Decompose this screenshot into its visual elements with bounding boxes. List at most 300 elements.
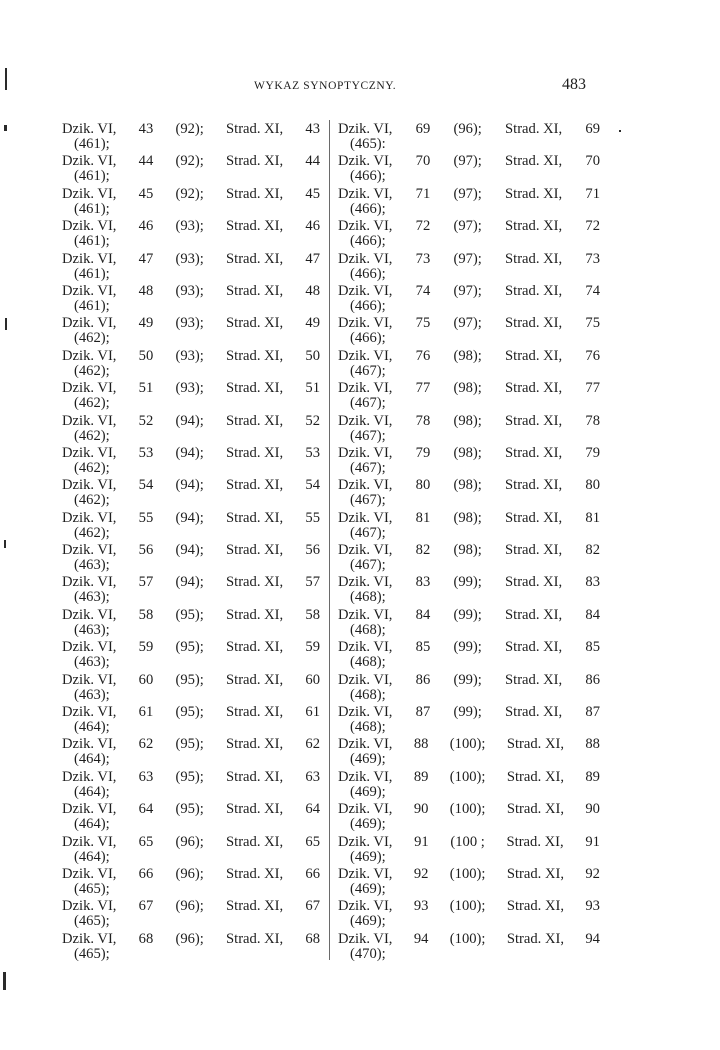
entry-reference: Dzik. VI, bbox=[338, 347, 393, 364]
entry-reference: Dzik. VI, bbox=[338, 153, 393, 170]
list-item bbox=[338, 770, 600, 802]
entry-sub-reference: (469); bbox=[350, 913, 386, 930]
entry-sub-reference: (463); bbox=[74, 589, 110, 606]
list-item bbox=[62, 511, 320, 543]
entry-page: (100); bbox=[449, 865, 486, 882]
entry-strad-number: 94 bbox=[585, 930, 600, 947]
entry-sub-reference: (466); bbox=[350, 265, 386, 282]
entry-reference: Dzik. VI, bbox=[338, 898, 393, 915]
entry-page: (100); bbox=[449, 768, 486, 785]
entry-strad-number: 49 bbox=[305, 315, 320, 332]
entry-strad-number: 62 bbox=[305, 736, 320, 753]
entry-page: (94); bbox=[175, 509, 204, 526]
entry-page: (98); bbox=[453, 542, 482, 559]
entry-number: 58 bbox=[138, 606, 154, 623]
entry-sub-reference: (464); bbox=[74, 816, 110, 833]
entry-reference: Dzik. VI, bbox=[338, 865, 393, 882]
entry-page: (97); bbox=[453, 185, 482, 202]
entry-strad-reference: Strad. XI, bbox=[505, 153, 563, 170]
entry-strad-number: 66 bbox=[305, 865, 320, 882]
entry-page: (97); bbox=[453, 250, 482, 267]
entry-page: (92); bbox=[175, 121, 204, 137]
entry-strad-reference: Strad. XI, bbox=[226, 444, 284, 461]
entry-strad-number: 64 bbox=[305, 801, 320, 818]
entry-strad-number: 70 bbox=[585, 153, 600, 170]
entry-strad-reference: Strad. XI, bbox=[505, 250, 563, 267]
entry-strad-reference: Strad. XI, bbox=[226, 185, 284, 202]
entry-number: 59 bbox=[138, 639, 154, 656]
entry-strad-reference: Strad. XI, bbox=[226, 412, 284, 429]
entry-number: 94 bbox=[413, 930, 429, 947]
list-item bbox=[62, 187, 320, 219]
entry-sub-reference: (463); bbox=[74, 654, 110, 671]
entry-strad-number: 46 bbox=[305, 218, 320, 235]
entry-reference: Dzik. VI, bbox=[62, 347, 117, 364]
entry-strad-reference: Strad. XI, bbox=[505, 185, 563, 202]
entry-number: 63 bbox=[138, 768, 154, 785]
entry-reference: Dzik. VI, bbox=[338, 444, 393, 461]
list-item bbox=[338, 349, 600, 381]
entry-sub-reference: (463); bbox=[74, 686, 110, 703]
entry-reference: Dzik. VI, bbox=[338, 315, 393, 332]
entry-reference: Dzik. VI, bbox=[338, 121, 393, 137]
entry-strad-number: 82 bbox=[585, 542, 600, 559]
entry-reference: Dzik. VI, bbox=[338, 380, 393, 397]
entry-reference: Dzik. VI, bbox=[62, 736, 117, 753]
list-item bbox=[62, 446, 320, 478]
entry-strad-reference: Strad. XI, bbox=[506, 930, 564, 947]
entry-strad-reference: Strad. XI, bbox=[506, 865, 564, 882]
entry-strad-reference: Strad. XI, bbox=[505, 542, 563, 559]
entry-number: 84 bbox=[415, 606, 431, 623]
list-item bbox=[338, 414, 600, 446]
entry-sub-reference: (468); bbox=[350, 686, 386, 703]
entry-sub-reference: (466); bbox=[350, 330, 386, 347]
entry-strad-number: 50 bbox=[305, 347, 320, 364]
entry-page: (100); bbox=[449, 898, 486, 915]
entry-sub-reference: (467); bbox=[350, 492, 386, 509]
list-item bbox=[62, 154, 320, 186]
entry-strad-reference: Strad. XI, bbox=[226, 639, 284, 656]
entry-strad-reference: Strad. XI, bbox=[226, 218, 284, 235]
entry-reference: Dzik. VI, bbox=[62, 898, 117, 915]
entry-strad-number: 92 bbox=[585, 865, 600, 882]
entry-strad-reference: Strad. XI, bbox=[226, 315, 284, 332]
entry-page: (100); bbox=[449, 736, 486, 753]
entry-number: 78 bbox=[415, 412, 431, 429]
entry-strad-number: 51 bbox=[305, 380, 320, 397]
running-title: WYKAZ SYNOPTYCZNY. bbox=[254, 80, 397, 92]
entry-number: 91 bbox=[414, 833, 429, 850]
list-item bbox=[338, 511, 600, 543]
entry-sub-reference: (469); bbox=[350, 751, 386, 768]
list-item bbox=[338, 899, 600, 931]
list-item bbox=[62, 770, 320, 802]
list-item bbox=[62, 899, 320, 931]
list-item bbox=[338, 478, 600, 510]
list-item bbox=[62, 575, 320, 607]
entry-sub-reference: (463); bbox=[74, 557, 110, 574]
entry-strad-reference: Strad. XI, bbox=[226, 121, 284, 137]
entry-strad-reference: Strad. XI, bbox=[505, 671, 563, 688]
entry-number: 50 bbox=[138, 347, 154, 364]
entry-number: 88 bbox=[413, 736, 429, 753]
entry-page: (95); bbox=[175, 801, 204, 818]
entry-page: (92); bbox=[175, 153, 204, 170]
list-item bbox=[338, 543, 600, 575]
right-column bbox=[338, 122, 600, 962]
entry-strad-reference: Strad. XI, bbox=[226, 768, 284, 785]
entry-number: 80 bbox=[415, 477, 431, 494]
entry-strad-number: 61 bbox=[305, 704, 320, 721]
entry-reference: Dzik. VI, bbox=[338, 833, 393, 850]
entry-number: 75 bbox=[415, 315, 431, 332]
entry-reference: Dzik. VI, bbox=[62, 315, 117, 332]
scan-mark bbox=[619, 130, 621, 132]
list-item bbox=[62, 478, 320, 510]
entry-sub-reference: (462); bbox=[74, 524, 110, 541]
scan-mark bbox=[5, 68, 7, 90]
entry-reference: Dzik. VI, bbox=[338, 606, 393, 623]
entry-sub-reference: (462); bbox=[74, 330, 110, 347]
entry-strad-number: 86 bbox=[585, 671, 600, 688]
entry-strad-reference: Strad. XI, bbox=[505, 444, 563, 461]
list-item bbox=[62, 219, 320, 251]
entry-reference: Dzik. VI, bbox=[338, 412, 393, 429]
entry-number: 55 bbox=[138, 509, 154, 526]
list-item bbox=[338, 673, 600, 705]
entry-page: (96); bbox=[175, 930, 204, 947]
list-item bbox=[338, 932, 600, 964]
entry-page: (100 ; bbox=[450, 833, 485, 850]
list-item bbox=[62, 932, 320, 964]
entry-number: 90 bbox=[413, 801, 429, 818]
entry-sub-reference: (464); bbox=[74, 719, 110, 736]
entry-reference: Dzik. VI, bbox=[62, 542, 117, 559]
entry-sub-reference: (468); bbox=[350, 589, 386, 606]
entry-strad-number: 57 bbox=[305, 574, 320, 591]
entry-sub-reference: (466); bbox=[350, 200, 386, 217]
list-item bbox=[338, 640, 600, 672]
entry-strad-reference: Strad. XI, bbox=[506, 736, 564, 753]
entry-number: 74 bbox=[415, 282, 431, 299]
entry-number: 51 bbox=[138, 380, 154, 397]
entry-reference: Dzik. VI, bbox=[62, 930, 117, 947]
entry-reference: Dzik. VI, bbox=[338, 704, 393, 721]
entry-sub-reference: (469); bbox=[350, 783, 386, 800]
entry-page: (99); bbox=[453, 639, 482, 656]
entry-strad-number: 47 bbox=[305, 250, 320, 267]
entry-number: 52 bbox=[138, 412, 154, 429]
list-item bbox=[62, 316, 320, 348]
entry-number: 61 bbox=[138, 704, 154, 721]
entry-strad-number: 79 bbox=[585, 444, 600, 461]
entry-strad-reference: Strad. XI, bbox=[505, 218, 563, 235]
entry-sub-reference: (461); bbox=[74, 136, 110, 152]
entry-reference: Dzik. VI, bbox=[338, 282, 393, 299]
entry-page: (98); bbox=[453, 509, 482, 526]
entry-strad-number: 85 bbox=[585, 639, 600, 656]
entry-sub-reference: (462); bbox=[74, 459, 110, 476]
entry-sub-reference: (461); bbox=[74, 297, 110, 314]
entry-reference: Dzik. VI, bbox=[62, 768, 117, 785]
entry-reference: Dzik. VI, bbox=[62, 185, 117, 202]
entry-page: (95); bbox=[175, 671, 204, 688]
entry-page: (93); bbox=[175, 250, 204, 267]
entry-number: 49 bbox=[138, 315, 154, 332]
entry-page: (94); bbox=[175, 412, 204, 429]
list-item bbox=[338, 737, 600, 769]
entry-page: (97); bbox=[453, 315, 482, 332]
entry-strad-reference: Strad. XI, bbox=[226, 704, 284, 721]
entry-reference: Dzik. VI, bbox=[62, 412, 117, 429]
list-item bbox=[338, 608, 600, 640]
entry-sub-reference: (470); bbox=[350, 945, 386, 962]
list-item bbox=[62, 640, 320, 672]
entry-number: 56 bbox=[138, 542, 154, 559]
entry-reference: Dzik. VI, bbox=[62, 671, 117, 688]
entry-number: 82 bbox=[415, 542, 431, 559]
list-item bbox=[62, 705, 320, 737]
entry-number: 62 bbox=[138, 736, 154, 753]
entry-strad-number: 56 bbox=[305, 542, 320, 559]
entry-sub-reference: (467); bbox=[350, 524, 386, 541]
entry-reference: Dzik. VI, bbox=[338, 509, 393, 526]
entry-reference: Dzik. VI, bbox=[62, 509, 117, 526]
entry-number: 70 bbox=[415, 153, 431, 170]
entry-sub-reference: (464); bbox=[74, 848, 110, 865]
list-item bbox=[338, 575, 600, 607]
entry-reference: Dzik. VI, bbox=[338, 250, 393, 267]
entry-page: (98); bbox=[453, 380, 482, 397]
entry-number: 60 bbox=[138, 671, 154, 688]
entry-strad-reference: Strad. XI, bbox=[226, 801, 284, 818]
entry-strad-reference: Strad. XI, bbox=[226, 380, 284, 397]
entry-reference: Dzik. VI, bbox=[62, 865, 117, 882]
entry-page: (94); bbox=[175, 444, 204, 461]
entry-page: (99); bbox=[453, 606, 482, 623]
entry-strad-reference: Strad. XI, bbox=[505, 477, 563, 494]
entry-sub-reference: (467); bbox=[350, 362, 386, 379]
entry-page: (96); bbox=[175, 865, 204, 882]
entry-page: (97); bbox=[453, 218, 482, 235]
entry-number: 68 bbox=[138, 930, 154, 947]
list-item bbox=[338, 252, 600, 284]
left-column bbox=[62, 122, 320, 962]
entry-strad-number: 44 bbox=[305, 153, 320, 170]
entry-strad-number: 43 bbox=[305, 121, 320, 137]
entry-page: (100); bbox=[449, 801, 486, 818]
entry-number: 83 bbox=[415, 574, 431, 591]
entry-page: (98); bbox=[453, 444, 482, 461]
entry-strad-reference: Strad. XI, bbox=[226, 606, 284, 623]
entry-reference: Dzik. VI, bbox=[338, 639, 393, 656]
entry-sub-reference: (468); bbox=[350, 654, 386, 671]
entry-strad-reference: Strad. XI, bbox=[505, 315, 563, 332]
entry-strad-reference: Strad. XI, bbox=[226, 282, 284, 299]
entry-strad-number: 54 bbox=[305, 477, 320, 494]
entry-number: 53 bbox=[138, 444, 154, 461]
entry-page: (92); bbox=[175, 185, 204, 202]
entry-strad-reference: Strad. XI, bbox=[226, 865, 284, 882]
list-item bbox=[62, 543, 320, 575]
entry-page: (98); bbox=[453, 477, 482, 494]
entry-strad-number: 93 bbox=[585, 898, 600, 915]
entry-strad-number: 63 bbox=[305, 768, 320, 785]
entry-page: (99); bbox=[453, 574, 482, 591]
entry-number: 77 bbox=[415, 380, 431, 397]
entry-sub-reference: (467); bbox=[350, 459, 386, 476]
entry-page: (95); bbox=[175, 768, 204, 785]
list-item bbox=[338, 284, 600, 316]
entry-page: (97); bbox=[453, 153, 482, 170]
entry-page: (93); bbox=[175, 380, 204, 397]
entry-strad-number: 80 bbox=[585, 477, 600, 494]
entry-strad-number: 91 bbox=[585, 833, 600, 850]
entry-number: 85 bbox=[415, 639, 431, 656]
entry-strad-number: 68 bbox=[305, 930, 320, 947]
entry-strad-reference: Strad. XI, bbox=[505, 380, 563, 397]
entry-strad-reference: Strad. XI, bbox=[505, 121, 563, 137]
list-item bbox=[62, 835, 320, 867]
entry-strad-number: 48 bbox=[305, 282, 320, 299]
entry-strad-number: 72 bbox=[585, 218, 600, 235]
entry-number: 81 bbox=[415, 509, 431, 526]
list-item bbox=[62, 608, 320, 640]
list-item bbox=[62, 673, 320, 705]
entry-sub-reference: (461); bbox=[74, 168, 110, 185]
entry-strad-reference: Strad. XI, bbox=[226, 833, 284, 850]
entry-strad-number: 83 bbox=[585, 574, 600, 591]
entry-reference: Dzik. VI, bbox=[338, 218, 393, 235]
entry-strad-reference: Strad. XI, bbox=[226, 574, 284, 591]
entry-strad-number: 74 bbox=[585, 282, 600, 299]
entry-sub-reference: (465); bbox=[74, 880, 110, 897]
entry-strad-reference: Strad. XI, bbox=[505, 509, 563, 526]
entry-number: 47 bbox=[138, 250, 154, 267]
entry-strad-reference: Strad. XI, bbox=[506, 833, 564, 850]
entry-page: (93); bbox=[175, 282, 204, 299]
entry-reference: Dzik. VI, bbox=[338, 736, 393, 753]
scan-mark bbox=[3, 972, 6, 990]
entry-strad-number: 90 bbox=[585, 801, 600, 818]
entry-page: (95); bbox=[175, 736, 204, 753]
entry-strad-number: 77 bbox=[585, 380, 600, 397]
entry-strad-reference: Strad. XI, bbox=[226, 898, 284, 915]
entry-sub-reference: (461); bbox=[74, 233, 110, 250]
entry-sub-reference: (466); bbox=[350, 297, 386, 314]
entry-number: 44 bbox=[138, 153, 154, 170]
page-number: 483 bbox=[562, 76, 586, 93]
entry-number: 73 bbox=[415, 250, 431, 267]
entry-strad-number: 45 bbox=[305, 185, 320, 202]
entry-strad-number: 58 bbox=[305, 606, 320, 623]
entry-reference: Dzik. VI, bbox=[62, 833, 117, 850]
entry-sub-reference: (468); bbox=[350, 719, 386, 736]
entry-page: (94); bbox=[175, 574, 204, 591]
entry-strad-reference: Strad. XI, bbox=[226, 542, 284, 559]
entry-number: 66 bbox=[138, 865, 154, 882]
entry-strad-reference: Strad. XI, bbox=[506, 898, 564, 915]
entry-reference: Dzik. VI, bbox=[338, 542, 393, 559]
entry-strad-number: 78 bbox=[585, 412, 600, 429]
entry-strad-reference: Strad. XI, bbox=[226, 930, 284, 947]
entry-sub-reference: (462); bbox=[74, 362, 110, 379]
entry-strad-reference: Strad. XI, bbox=[505, 606, 563, 623]
entry-reference: Dzik. VI, bbox=[338, 930, 393, 947]
entry-sub-reference: (462); bbox=[74, 492, 110, 509]
entry-strad-reference: Strad. XI, bbox=[226, 153, 284, 170]
entry-number: 92 bbox=[413, 865, 429, 882]
entry-strad-number: 55 bbox=[305, 509, 320, 526]
entry-reference: Dzik. VI, bbox=[338, 768, 393, 785]
entry-reference: Dzik. VI, bbox=[62, 574, 117, 591]
entry-number: 48 bbox=[138, 282, 154, 299]
entry-strad-reference: Strad. XI, bbox=[226, 477, 284, 494]
entry-sub-reference: (465); bbox=[74, 913, 110, 930]
entry-reference: Dzik. VI, bbox=[338, 477, 393, 494]
entry-reference: Dzik. VI, bbox=[338, 801, 393, 818]
entry-number: 46 bbox=[138, 218, 154, 235]
scan-mark bbox=[4, 540, 6, 548]
entry-reference: Dzik. VI, bbox=[62, 477, 117, 494]
entry-sub-reference: (465): bbox=[350, 136, 386, 152]
entry-strad-number: 69 bbox=[585, 121, 600, 137]
entry-page: (96); bbox=[175, 898, 204, 915]
entry-number: 71 bbox=[415, 185, 431, 202]
entry-page: (95); bbox=[175, 639, 204, 656]
entry-strad-reference: Strad. XI, bbox=[226, 509, 284, 526]
entry-page: (93); bbox=[175, 315, 204, 332]
list-item bbox=[338, 154, 600, 186]
entry-sub-reference: (467); bbox=[350, 427, 386, 444]
entry-sub-reference: (466); bbox=[350, 233, 386, 250]
entry-strad-number: 65 bbox=[305, 833, 320, 850]
entry-sub-reference: (463); bbox=[74, 621, 110, 638]
entry-number: 57 bbox=[138, 574, 154, 591]
entry-strad-number: 87 bbox=[585, 704, 600, 721]
entry-sub-reference: (461); bbox=[74, 265, 110, 282]
entry-strad-number: 60 bbox=[305, 671, 320, 688]
entry-sub-reference: (464); bbox=[74, 783, 110, 800]
entry-strad-reference: Strad. XI, bbox=[505, 574, 563, 591]
entry-strad-reference: Strad. XI, bbox=[505, 639, 563, 656]
entry-reference: Dzik. VI, bbox=[338, 185, 393, 202]
scan-mark bbox=[4, 125, 7, 131]
entry-strad-number: 76 bbox=[585, 347, 600, 364]
entry-number: 89 bbox=[413, 768, 429, 785]
entry-page: (95); bbox=[175, 606, 204, 623]
entry-page: (94); bbox=[175, 477, 204, 494]
entry-strad-number: 67 bbox=[305, 898, 320, 915]
entry-number: 64 bbox=[138, 801, 154, 818]
list-item bbox=[338, 802, 600, 834]
list-item bbox=[62, 414, 320, 446]
entry-number: 79 bbox=[415, 444, 431, 461]
entry-strad-reference: Strad. XI, bbox=[506, 801, 564, 818]
list-item bbox=[62, 867, 320, 899]
entry-sub-reference: (465); bbox=[74, 945, 110, 962]
list-item bbox=[62, 802, 320, 834]
entry-strad-number: 89 bbox=[585, 768, 600, 785]
entry-number: 86 bbox=[415, 671, 431, 688]
entry-page: (100); bbox=[449, 930, 486, 947]
entry-number: 93 bbox=[413, 898, 429, 915]
entry-strad-reference: Strad. XI, bbox=[226, 250, 284, 267]
list-item bbox=[338, 446, 600, 478]
entry-reference: Dzik. VI, bbox=[62, 153, 117, 170]
list-item bbox=[338, 316, 600, 348]
